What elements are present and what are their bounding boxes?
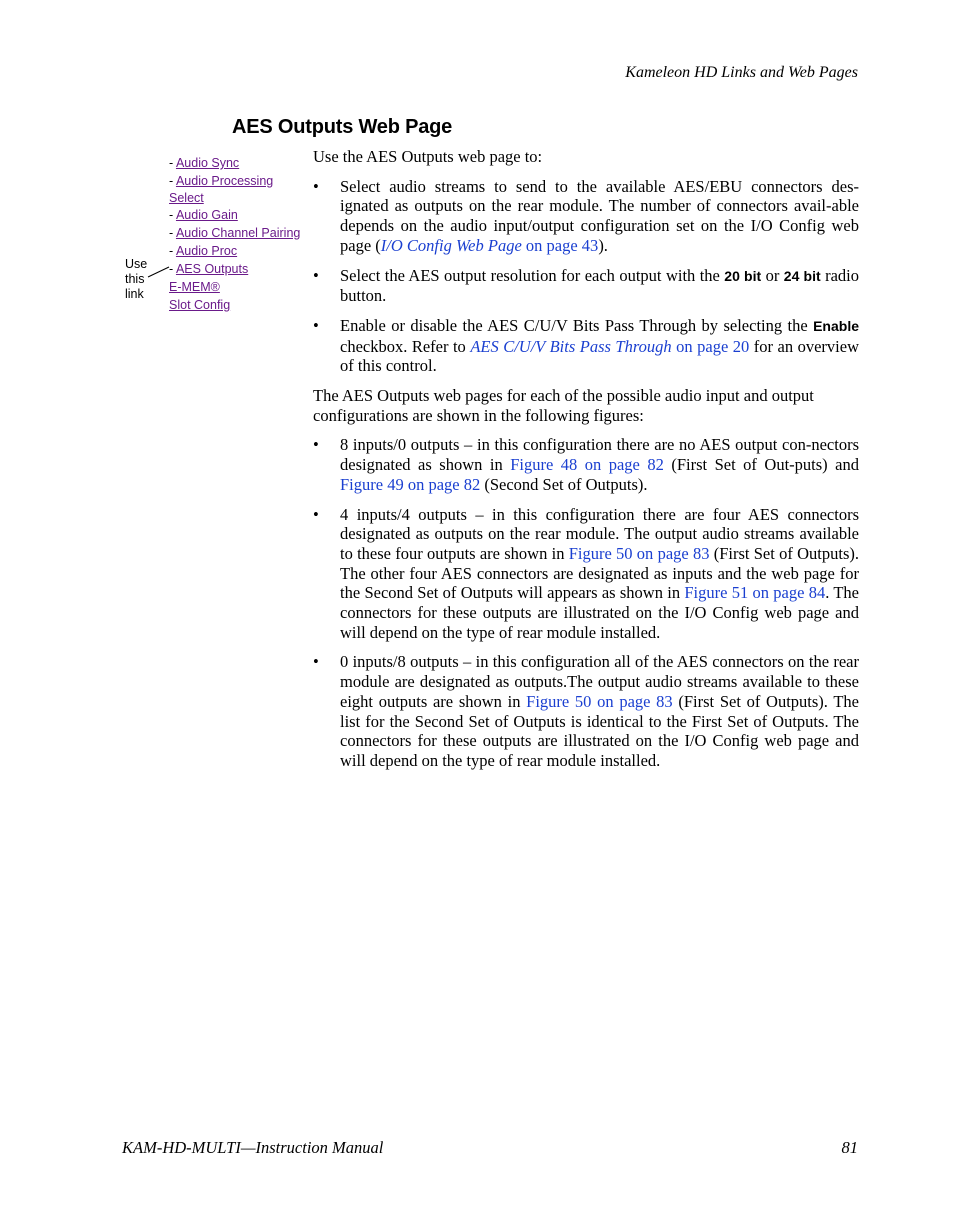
xref-figure-50[interactable]: Figure 50 on page 83 xyxy=(568,543,710,563)
list-item: • Select the AES output resolution for each output with the 20 bit or 24 bit radio button. xyxy=(313,266,859,306)
intro-paragraph: Use the AES Outputs web page to: xyxy=(313,147,543,166)
xref-figure-50[interactable]: Figure 50 on page 83 xyxy=(526,691,673,711)
nav-link-audio-processing-select[interactable]: Select xyxy=(169,191,204,205)
web-page-nav xyxy=(169,154,314,314)
nav-link-slot-config[interactable]: Slot Config xyxy=(169,298,231,312)
nav-link-aes-outputs[interactable]: AES Outputs xyxy=(175,262,249,276)
xref-figure-48[interactable]: Figure 48 on page 82 xyxy=(510,455,664,475)
configurations-list xyxy=(313,435,859,770)
callout-pointer-line xyxy=(147,265,171,279)
use-this-link-callout: Use this link xyxy=(125,257,148,301)
nav-item-audio-gain-row: - Audio Gain xyxy=(169,208,238,222)
xref-aes-cuv-bits[interactable]: AES C/U/V Bits Pass Through on page 20 xyxy=(470,336,750,356)
nav-item-audio-sync-row: - Audio Sync xyxy=(169,156,240,170)
list-item: • 4 inputs/4 outputs – in this configuration there are four AES connectors designated as outputs on the rear module. The output audio streams available to these four outputs are shown in Figure 50 on page 83 (First Set of Outputs). The other four AES connectors are designated as inputs and the web page for the Second Set of Outputs will appears as shown in Figure 51 on page 84. The connectors for these outputs are illustrated on the I/O Config web page and will depend on the type of rear module installed. xyxy=(313,505,859,643)
list-item: • Select audio streams to send to the available AES/EBU connectors des-ignated as outputs on the rear module. The number of connectors avail-able depends on the audio input/output configuration set on the I/O Config web page (I/O Config Web Page on page 43). xyxy=(313,177,859,256)
nav-link-audio-sync[interactable]: Audio Sync xyxy=(175,156,240,170)
purpose-list xyxy=(313,177,859,376)
nav-item-aes-outputs-row: - AES Outputs xyxy=(169,262,249,276)
nav-link-audio-channel-pairing[interactable]: Audio Channel Pairing xyxy=(175,226,301,240)
section-title: AES Outputs Web Page xyxy=(232,116,453,138)
main-text xyxy=(313,147,859,781)
ui-term-enable: Enable xyxy=(813,317,859,334)
list-item: • 0 inputs/8 outputs – in this configuration all of the AES connectors on the rear module are designated as outputs.The output audio streams available to these eight outputs are shown in Figure 50 on page 83 (First Set of Outputs). The list for the Second Set of Outputs is identical to the First Set of Outputs. The connectors for these outputs are illustrated on the I/O Config web page and will depend on the type of rear module installed. xyxy=(313,652,859,770)
list-item: • Enable or disable the AES C/U/V Bits Pass Through by selecting the Enable checkbox. Refer to AES C/U/V Bits Pass Through on page 20 for an overview of this control. xyxy=(313,316,859,376)
nav-link-e-mem[interactable]: E-MEM® xyxy=(169,280,220,294)
page-number: 81 xyxy=(841,1138,858,1157)
nav-item-audio-proc-row: - Audio Proc xyxy=(169,244,238,258)
nav-item-audio-channel-pairing-row: - Audio Channel Pairing xyxy=(169,226,301,240)
configurations-paragraph: The AES Outputs web pages for each of the possible audio input and output configurations are shown in the following figures: xyxy=(313,386,814,425)
xref-figure-49[interactable]: Figure 49 on page 82 xyxy=(340,474,481,494)
ui-term-24-bit: 24 bit xyxy=(783,267,821,284)
nav-link-audio-proc[interactable]: Audio Proc xyxy=(175,244,238,258)
ui-term-20-bit: 20 bit xyxy=(724,267,762,284)
nav-link-audio-processing[interactable]: Audio Processing xyxy=(175,174,274,188)
nav-item-audio-processing-row: - Audio Processing xyxy=(169,174,274,188)
xref-io-config-web-page[interactable]: I/O Config Web Page on page 43 xyxy=(380,235,599,255)
footer-manual-title: KAM-HD-MULTI—Instruction Manual xyxy=(122,1138,384,1157)
running-header: Kameleon HD Links and Web Pages xyxy=(625,64,858,81)
nav-link-audio-gain[interactable]: Audio Gain xyxy=(175,208,238,222)
list-item: • 8 inputs/0 outputs – in this configuration there are no AES output con-nectors designated as shown in Figure 48 on page 82 (First Set of Out-puts) and Figure 49 on page 82 (Second Set of Outputs). xyxy=(313,435,859,494)
xref-figure-51[interactable]: Figure 51 on page 84 xyxy=(684,583,826,603)
